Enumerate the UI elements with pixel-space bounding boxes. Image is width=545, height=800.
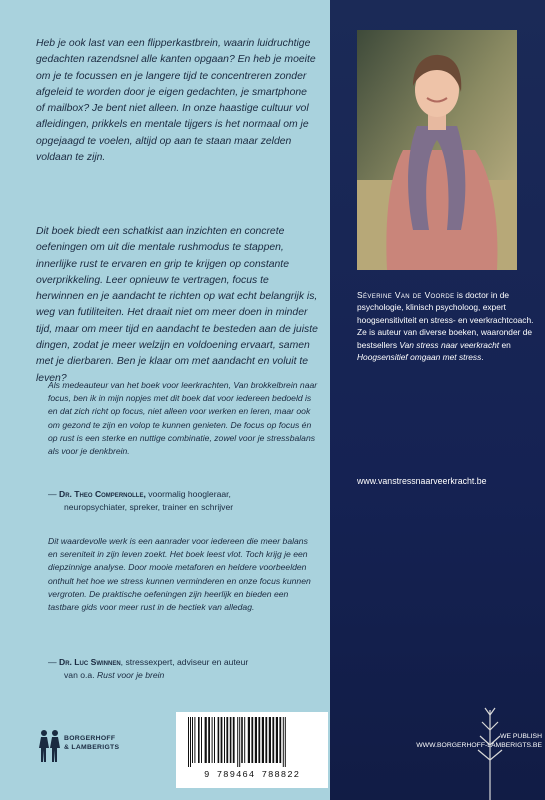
author-bio-period: . (481, 352, 484, 363)
barcode-bar (265, 717, 267, 763)
endorsement-attribution-1 (48, 488, 323, 514)
endorser-role-line-2: van o.a. Rust voor je brein (64, 670, 165, 680)
endorser-role: , stressexpert, adviseur en auteur (120, 657, 249, 667)
blurb-paragraph-1: Heb je ook last van een flipperkastbrein, waarin luidruchtige gedachten razendsnel alle kanten opgaan? En heb je moeite om je te focussen en je langere tijd te concentreren zonder afgeleid te worden door je eigen gedachten, je smartphone of mailbox? Je bent niet alleen. In onze haastige cultuur vol afleidingen, prikkels en mentale tijgers is het normaal om je opgejaagd te voelen, altijd op aan te staan maar zelden voldaan te zijn. (36, 38, 316, 164)
barcode-bar (258, 717, 260, 763)
barcode-bar (226, 717, 228, 763)
barcode-bar (255, 717, 257, 763)
grass-stalk-icon (470, 700, 510, 800)
endorser-role-line-2: neuropsychiater, spreker, trainer en schrijver (64, 502, 234, 512)
barcode-bar (272, 717, 274, 763)
author-portrait-photo (357, 30, 517, 270)
barcode-bar (205, 717, 207, 763)
endorser-role: voormalig hoogleraar, (145, 489, 231, 499)
barcode-bar (285, 717, 286, 767)
publisher-footer (357, 732, 542, 750)
barcode-bar (194, 717, 195, 763)
barcode-bar (192, 717, 193, 763)
barcode-bar (190, 717, 191, 767)
author-bio-text-2: Ze is auteur van diverse boeken, waaronder de bestsellers (357, 327, 533, 350)
author-name: Séverine Van de Voorde (357, 290, 455, 300)
barcode-bar (230, 717, 232, 763)
barcode-bar (262, 717, 264, 763)
referenced-book-title: Rust voor je brein (96, 670, 165, 680)
author-bio-text-1: is doctor in de psychologie, klinisch psycholoog, expert hoogsensitiviteit en stress- en veerkrachtcoach. (357, 290, 534, 325)
barcode-bar (279, 717, 281, 763)
barcode-bar (233, 717, 235, 763)
barcode-bar (248, 717, 250, 763)
publisher-name-line-2: & LAMBERIGTS (64, 744, 120, 751)
author-website: www.vanstressnaarveerkracht.be (357, 476, 487, 486)
barcode-area (176, 712, 328, 788)
publisher-tagline: WE PUBLISH (500, 733, 542, 740)
barcode-bar (251, 717, 253, 763)
barcode-bar (244, 717, 245, 763)
barcode-bar (188, 717, 189, 767)
bestseller-title-1: Van stress naar veerkracht (399, 339, 500, 350)
publisher-logo-text (64, 734, 119, 752)
author-bio-conjunction: en (499, 339, 511, 350)
endorsement-quote-2: Dit waardevolle werk is een aanrader voor iedereen die meer balans en sereniteit in zijn leven zoekt. Het boek leest vlot. Toch krijg je een diepzinnige analyse. Door mooie metaforen en heldere voorbeelden onthult het hoe we stress kunnen verminderen en onze focus kunnen vergroten. De praktische oefeningen zijn heerlijk en bieden een tastbare gids voor meer rust in de hectiek van alledag. (48, 536, 311, 613)
barcode-bar (269, 717, 271, 763)
bestseller-title-2: Hoogsensitief omgaan met stress (357, 352, 482, 363)
endorsement-quote-1: Als medeauteur van het boek voor leerkrachten, Van brokkelbrein naar focus, ben ik in mijn nopjes met dit boek dat voor iedereen bedoeld is en dat zich richt op focus, niet alleen voor werken en leren, maar ook om gezond te zijn en volop te kunnen genieten. De focus op focus én op rust is een sterke en nuttige combinatie, zowel voor je stressbalans als voor je denkbrein. (48, 380, 318, 457)
barcode-bar (283, 717, 284, 767)
barcode-bar (218, 717, 220, 763)
barcode-bar (201, 717, 202, 763)
barcode-bar (224, 717, 225, 763)
publisher-name-line-1: BORGERHOFF (64, 735, 116, 742)
endorsement-attribution-2 (48, 656, 323, 682)
attribution-dash: — (48, 489, 59, 499)
blurb-paragraph-2: Dit boek biedt een schatkist aan inzichten en concrete oefeningen om uit die mentale rushmodus te stappen, innerlijke rust te ervaren en grip te krijgen op constante overprikkeling. Leer opnieuw te vertragen, focus te herwinnen en je aandacht te richten op wat echt belangrijk is, weg van futiliteiten. Het draait niet om meer doen in minder tijd, maar om meer tijd en aandacht te besteden aan de juiste dingen, zodat je meer welzijn en voldoening ervaart, samen met je dierbaren. Ben je klaar om met aandacht en voluit te leven? (36, 226, 318, 384)
attribution-dash: — (48, 657, 59, 667)
isbn-number: 9 789464 788822 (203, 770, 300, 780)
endorser-name: Dr. Luc Swinnen (58, 657, 121, 667)
barcode-bar (221, 717, 223, 763)
barcode-bar (237, 717, 238, 767)
barcode-bar (241, 717, 243, 763)
barcode-bar (208, 717, 210, 763)
barcode-bar (276, 717, 278, 763)
publisher-website: WWW.BORGERHOFF-LAMBERIGTS.BE (416, 742, 542, 749)
barcode-bar (214, 717, 215, 763)
barcode-bar (212, 717, 213, 763)
endorser-name: Dr. Theo Compernolle, (58, 489, 146, 499)
barcode-bar (198, 717, 200, 763)
barcode-icon (186, 717, 318, 767)
barcode-bar (239, 717, 240, 767)
author-bio (357, 289, 537, 363)
